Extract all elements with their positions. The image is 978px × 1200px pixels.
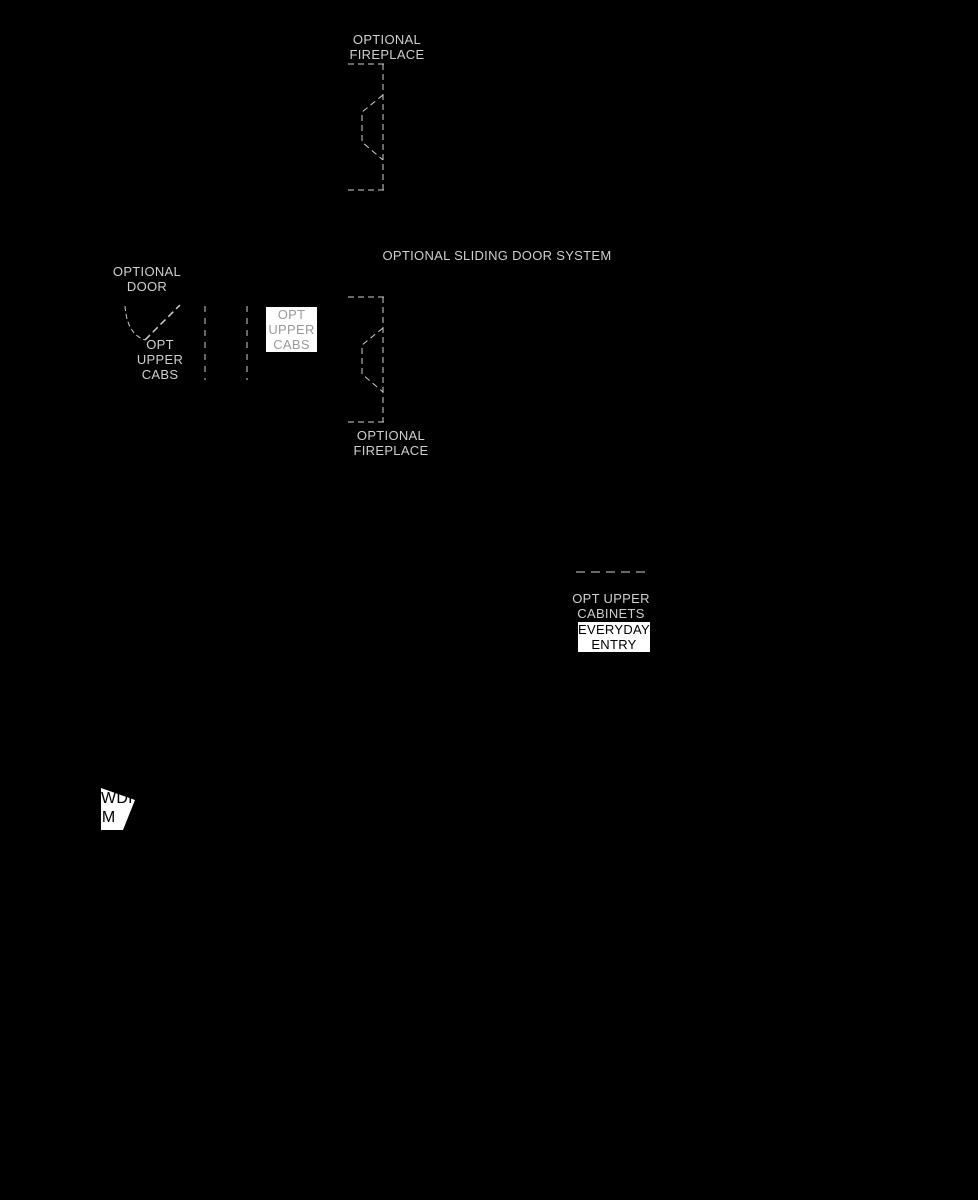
fireplace-top-label: OPTIONAL FIREPLACE [349,32,425,62]
optional-door-label: OPTIONAL DOOR [112,264,182,294]
optional-door-swing [125,305,180,340]
fireplace-bottom-outline [348,297,384,422]
sliding-door-label: OPTIONAL SLIDING DOOR SYSTEM [382,248,612,263]
powder-room-label: PWDR RM [90,790,141,826]
fireplace-top-outline [348,64,384,190]
opt-upper-cabinets-label: OPT UPPER CABINETS [572,591,650,621]
everyday-entry-label: EVERYDAY ENTRY [578,622,651,652]
fireplace-bottom-label: OPTIONAL FIREPLACE [353,428,429,458]
opt-upper-cabs-boxed-label: OPT UPPER CABS [266,307,317,352]
upper-cabinet-lines [205,306,247,380]
opt-upper-cabs-left-label: OPT UPPER CABS [136,337,184,382]
